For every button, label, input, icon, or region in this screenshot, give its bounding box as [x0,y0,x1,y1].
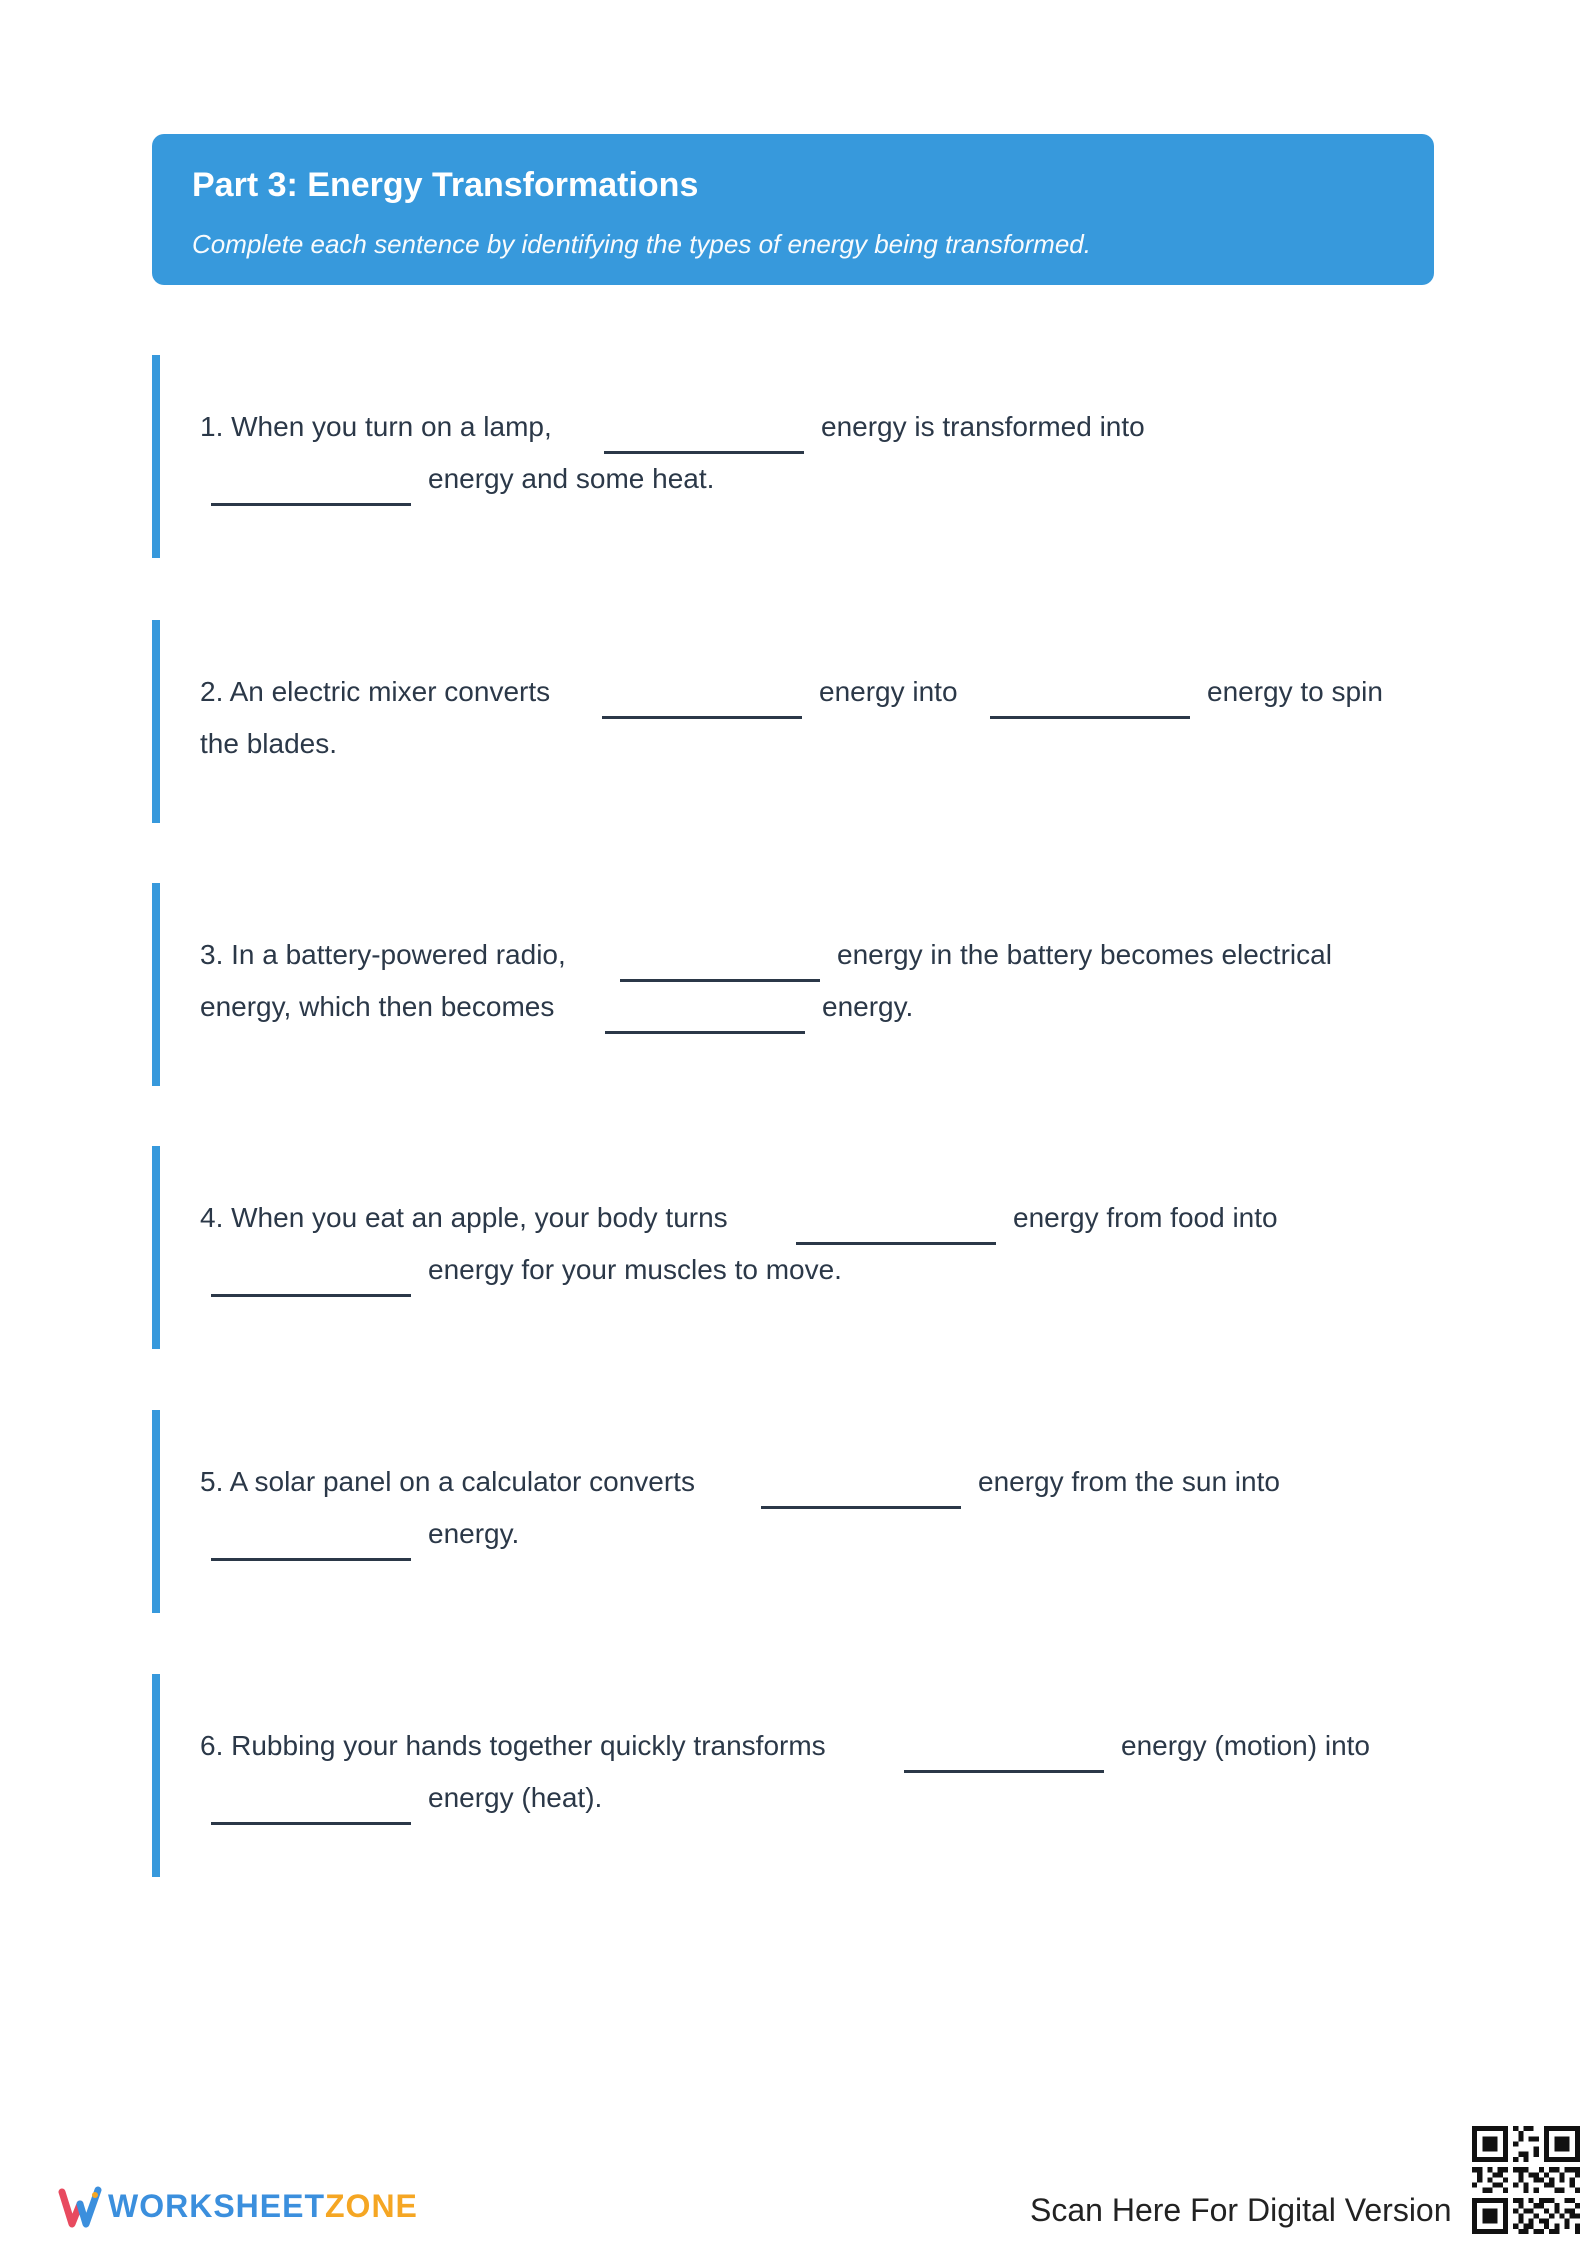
question-text: energy, which then becomes [200,991,555,1022]
brand-logo[interactable] [58,2182,418,2232]
question-2 [152,620,1434,823]
answer-blank[interactable] [796,1242,996,1245]
answer-blank[interactable] [211,503,411,506]
answer-blank[interactable] [604,451,804,454]
question-text: energy to spin [1207,676,1383,707]
question-text: energy. [822,991,914,1022]
section-header [152,134,1434,285]
answer-blank[interactable] [620,979,820,982]
answer-blank[interactable] [761,1506,961,1509]
question-text: energy for your muscles to move. [428,1254,842,1285]
question-5 [152,1410,1434,1613]
answer-blank[interactable] [602,716,802,719]
question-text: energy in the battery becomes electrical [837,939,1332,970]
worksheetzone-logo-icon [58,2182,102,2232]
answer-blank[interactable] [211,1822,411,1825]
question-1 [152,355,1434,558]
question-text: energy and some heat. [428,463,715,494]
question-text: 5. A solar panel on a calculator converts [200,1466,695,1497]
question-text: 2. An electric mixer converts [200,676,551,707]
question-4 [152,1146,1434,1349]
section-title: Part 3: Energy Transformations [192,166,699,204]
answer-blank[interactable] [990,716,1190,719]
question-3 [152,883,1434,1086]
question-6 [152,1674,1434,1877]
question-text: the blades. [200,728,337,759]
question-text: energy. [428,1518,520,1549]
question-text: 3. In a battery-powered radio, [200,939,566,970]
answer-blank[interactable] [904,1770,1104,1773]
section-instructions: Complete each sentence by identifying the types of energy being transformed. [192,229,1091,259]
answer-blank[interactable] [211,1294,411,1297]
question-text: 4. When you eat an apple, your body turns [200,1202,728,1233]
question-text: energy (heat). [428,1782,603,1813]
question-text: energy (motion) into [1121,1730,1371,1761]
qr-code-icon[interactable] [1472,2126,1580,2234]
question-text: energy into [819,676,958,707]
question-text: energy is transformed into [821,411,1145,442]
brand-name: WORKSHEETZONE [108,2188,418,2224]
question-text: 6. Rubbing your hands together quickly transforms [200,1730,826,1761]
answer-blank[interactable] [605,1031,805,1034]
question-text: energy from the sun into [978,1466,1280,1497]
scan-caption: Scan Here For Digital Version [1030,2192,1452,2228]
question-text: 1. When you turn on a lamp, [200,411,552,442]
answer-blank[interactable] [211,1558,411,1561]
question-text: energy from food into [1013,1202,1278,1233]
